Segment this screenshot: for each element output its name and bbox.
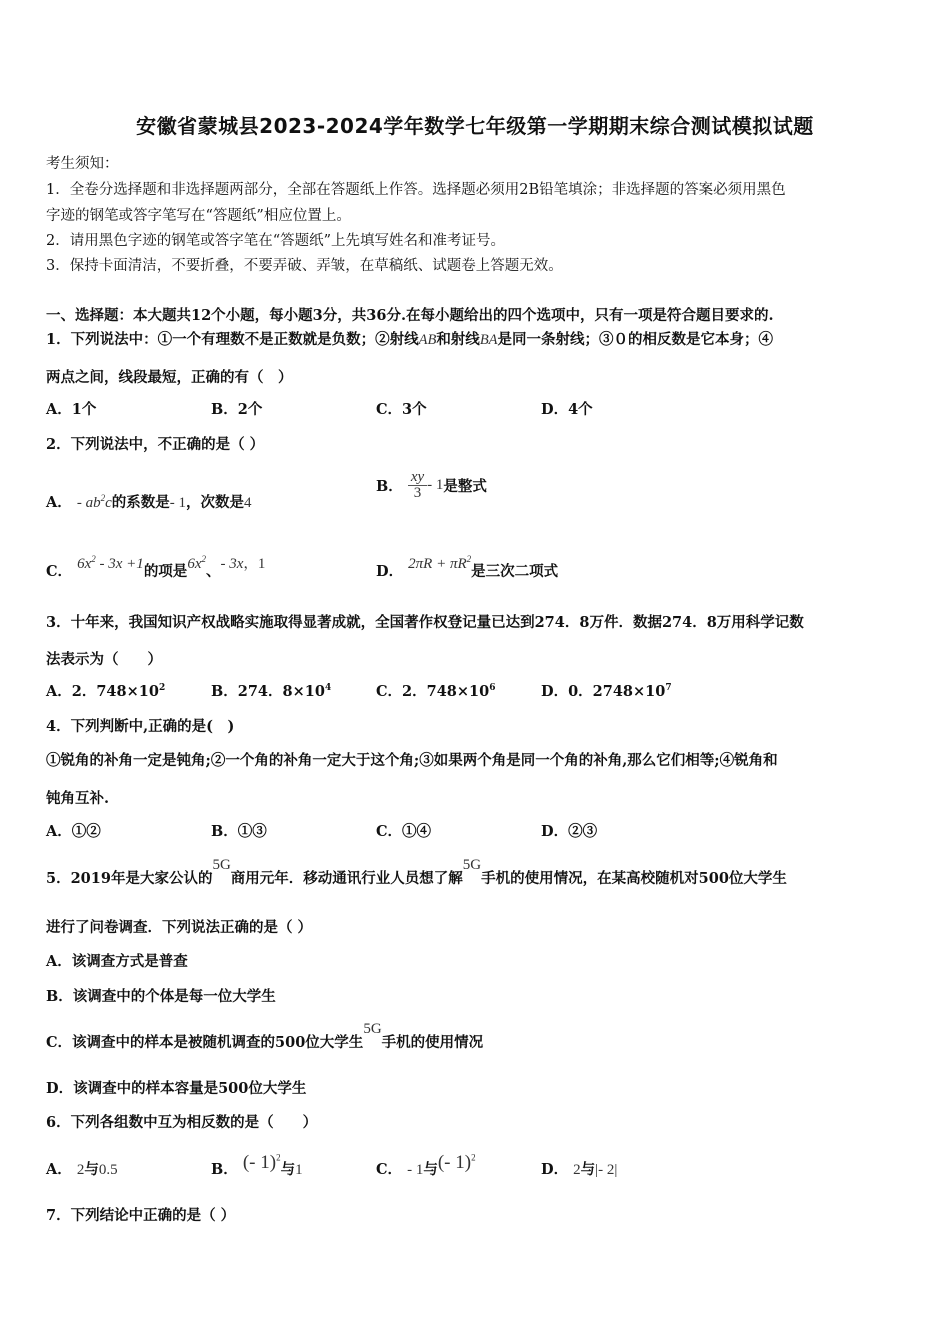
q5-option-b: B．该调查中的个体是每一位大学生	[46, 988, 276, 1005]
q2-c-terms: $6x^2$	[187, 554, 206, 572]
q3-option-c: C．2．$748\times 10^6$	[376, 683, 496, 700]
q5-c-text-1: C．该调查中的样本是被随机调查的500位大学生	[46, 1034, 364, 1051]
q3-option-d: D．0．$2748\times 10^7$	[541, 683, 672, 700]
q4-option-c: C．①④	[376, 823, 432, 840]
q5-option-a: A．该调查方式是普查	[46, 953, 188, 970]
q6-option-b: B． (- 1)$^2$与1	[211, 1152, 303, 1178]
q6-b-value: 1	[295, 1162, 303, 1178]
q2-b-text: 是整式	[443, 478, 487, 495]
q6-c-value: - 1	[407, 1162, 424, 1178]
q6-option-c: C． - 1与(- 1)$^2$	[376, 1152, 476, 1178]
q2-d-expr: $2\pi R + \pi R^2$	[408, 554, 472, 572]
q2-a-degree: 4	[244, 495, 252, 511]
q2-c-comma: ，	[243, 556, 258, 572]
question-3-line-1: 3．十年来，我国知识产权战略实施取得显著成就，全国著作权登记量已达到274．8万件．数据274．8万用科学记数	[46, 614, 804, 631]
question-7-stem: 7．下列结论中正确的是（ ）	[46, 1207, 236, 1224]
q1-text-a: 1．下列说法中：①一个有理数不是正数就是负数；②射线	[46, 331, 419, 348]
q5-5g-2: 5G	[462, 857, 482, 873]
q5-text-3: 手机的使用情况，在某高校随机对500位大学生	[481, 870, 787, 887]
q3-option-a: A．2．$748\times 10^2$	[46, 683, 166, 700]
ray-ab: AB	[418, 332, 437, 348]
q1-option-b: B．2个	[211, 401, 263, 418]
q3-option-b: B．274．$8\times 10^4$	[211, 683, 332, 700]
q6-d-value-2: |- 2|	[595, 1162, 618, 1178]
q5-option-d: D．该调查中的样本容量是500位大学生	[46, 1080, 307, 1097]
question-1-line-1	[46, 328, 773, 349]
question-2-stem: 2．下列说法中，不正确的是（ ）	[46, 436, 265, 453]
q1-option-a: A．1个	[46, 401, 97, 418]
question-1-line-2: 两点之间，线段最短，正确的有（ ）	[46, 369, 293, 386]
q2-c-term-3: 1	[257, 556, 266, 572]
question-6-stem: 6．下列各组数中互为相反数的是（ ）	[46, 1114, 318, 1131]
notice-item-1: 1．全卷分选择题和非选择题两部分，全部在答题纸上作答。选择题必须用2B铅笔填涂；非选择题的答案必须用黑色	[46, 182, 786, 198]
notice-item-3: 3．保持卡面清洁，不要折叠，不要弄破、弄皱，在草稿纸、试题卷上答题无效。	[46, 258, 563, 274]
q6-c-expr: (- 1)$^2$	[437, 1152, 476, 1173]
q2-c-expr: $6x^2 - 3x +1$	[77, 554, 144, 572]
question-4-line-2: 钝角互补.	[46, 790, 110, 807]
q1-text-b: 和射线	[436, 331, 480, 348]
q2-c-term-2: - 3x	[220, 556, 244, 572]
q5-c-text-2: 手机的使用情况	[381, 1034, 484, 1051]
q2-a-text-2: ，次数是	[186, 494, 244, 511]
q2-a-expr: - $ab^2c$	[76, 493, 112, 511]
q2-option-d	[376, 554, 559, 581]
q5-5g-3: 5G	[363, 1021, 382, 1037]
q2-a-text-1: 的系数是	[111, 494, 170, 511]
ray-ba: BA	[479, 332, 498, 348]
question-3-line-2: 法表示为（ ）	[46, 651, 162, 668]
q2-c-label: C．	[46, 563, 73, 580]
q6-option-a: A． 2与0.5	[46, 1161, 118, 1178]
q4-option-a: A．①②	[46, 823, 101, 840]
question-4-stem: 4．下列判断中,正确的是( )	[46, 718, 235, 735]
q2-c-sep: 、	[205, 563, 221, 580]
q2-option-b	[376, 470, 487, 501]
q2-a-label: A．	[46, 494, 72, 511]
question-4-line-1: ①锐角的补角一定是钝角;②一个角的补角一定大于这个角;③如果两个角是同一个角的补角,那么它们相等;④锐角和	[46, 752, 778, 769]
q4-option-d: D．②③	[541, 823, 598, 840]
notice-item-2: 2．请用黑色字迹的钢笔或答字笔在“答题纸”上先填写姓名和准考证号。	[46, 233, 506, 249]
q5-text-1: 5．2019年是大家公认的	[46, 870, 213, 887]
q1-text-c: 是同一条射线；③０的相反数是它本身；④	[497, 331, 774, 348]
q4-option-b: B．①③	[211, 823, 267, 840]
q1-option-d: D．4个	[541, 401, 593, 418]
section-heading: 一、选择题：本大题共12个小题，每小题3分，共36分.在每小题给出的四个选项中，只有一项是符合题目要求的.	[46, 307, 774, 324]
q6-a-value-2: 0.5	[98, 1162, 118, 1178]
q5-option-c	[46, 1021, 484, 1052]
q2-c-text: 的项是	[143, 563, 188, 580]
q2-option-c	[46, 554, 266, 581]
question-5-line-2: 进行了问卷调查．下列说法正确的是（ ）	[46, 919, 313, 936]
q2-a-coef: - 1	[169, 495, 186, 511]
q6-option-d: D． 2与|- 2|	[541, 1161, 618, 1178]
q6-d-value-1: 2	[573, 1162, 581, 1178]
notice-heading: 考生须知：	[46, 156, 119, 172]
notice-item-1-cont: 字迹的钢笔或答字笔写在“答题纸”相应位置上。	[46, 208, 351, 224]
q6-a-value-1: 2	[76, 1162, 85, 1178]
q2-b-minus: - 1	[427, 477, 444, 493]
question-5-line-1	[46, 857, 787, 888]
q2-d-text: 是三次二项式	[471, 563, 559, 580]
q6-b-expr: (- 1)$^2$	[242, 1152, 281, 1173]
exam-title: 安徽省蒙城县2023-2024学年数学七年级第一学期期末综合测试模拟试题	[136, 114, 814, 138]
q2-b-label: B．	[376, 478, 403, 495]
q1-option-c: C．3个	[376, 401, 427, 418]
q2-b-fraction: $\frac{xy}{3}$	[408, 470, 427, 501]
q2-option-a	[46, 491, 252, 512]
q5-5g-1: 5G	[212, 857, 231, 873]
q5-text-2: 商用元年．移动通讯行业人员想了解	[230, 870, 463, 887]
q2-d-label: D．	[376, 563, 404, 580]
